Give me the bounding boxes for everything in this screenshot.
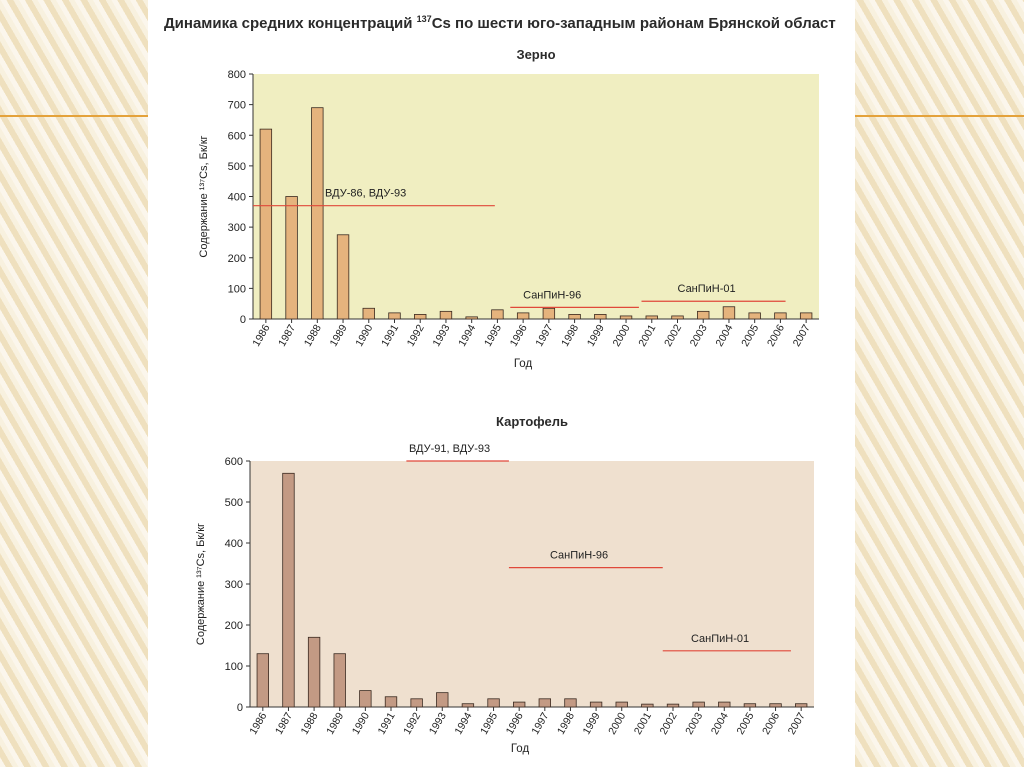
potato-x-tick-label: 2006 [760,710,783,737]
potato-bar [488,699,500,707]
grain-x-tick-label: 1992 [404,322,427,349]
grain-y-tick-label: 200 [227,252,246,265]
grain-bar [414,314,426,319]
slide-title-suffix: Cs по шести юго-западным районам Брянской област [431,15,836,32]
potato-bar [693,702,705,707]
potato-x-tick-label: 2000 [606,710,629,737]
grain-bar [286,197,298,320]
grain-x-tick-label: 1995 [481,322,505,349]
grain-y-tick-label: 100 [227,283,246,296]
grain-x-tick-label: 1993 [430,322,453,349]
potato-bar [565,699,577,707]
potato-bar [719,702,731,707]
grain-bar [440,311,452,319]
grain-x-tick-label: 2004 [713,322,736,349]
grain-bar [260,129,272,319]
potato-x-tick-label: 1994 [452,710,475,737]
potato-bar [795,704,807,707]
potato-x-tick-label: 2005 [734,710,757,737]
potato-bar [360,691,372,707]
grain-bar [723,307,735,319]
grain-norm-label: СанПиН-01 [677,283,736,296]
potato-y-tick-label: 600 [224,456,243,468]
grain-x-tick-label: 2001 [636,322,659,349]
potato-bar [283,473,295,707]
grain-bar [595,314,607,319]
grain-bar [543,308,555,319]
potato-bar [744,704,756,707]
slide-panel [148,0,855,767]
grain-bar [363,308,375,319]
potato-y-tick-label: 0 [236,702,243,714]
grain-x-tick-label: 2005 [739,322,762,349]
potato-bar [385,697,397,707]
grain-x-tick-label: 1994 [456,322,479,349]
grain-y-tick-label: 400 [227,191,246,204]
potato-x-tick-label: 1991 [375,710,398,737]
potato-y-tick-label: 300 [224,579,243,591]
grain-bar [569,314,581,319]
potato-x-tick-label: 2004 [708,710,731,737]
potato-x-tick-label: 1988 [298,710,321,737]
grain-bar [492,310,504,319]
potato-x-tick-label: 1993 [426,710,449,737]
grain-y-tick-label: 600 [227,130,246,143]
grain-bar [749,313,761,319]
potato-x-tick-label: 1997 [529,710,552,737]
grain-bar [312,108,324,319]
potato-x-tick-label: 2002 [657,710,680,737]
grain-x-tick-label: 2002 [662,322,685,349]
potato-norm-label: СанПиН-01 [690,632,750,645]
accent-line-left [0,115,148,117]
slide-title [164,14,836,32]
potato-x-tick-label: 1995 [478,710,501,737]
grain-x-tick-label: 1986 [250,322,273,349]
potato-y-axis-label: Содержание ¹³⁷Cs, Бк/кг [195,522,207,646]
grain-bar [800,313,812,319]
grain-bar [389,313,401,319]
potato-bar [308,637,320,707]
potato-bar [411,699,423,707]
potato-bar [667,704,679,707]
grain-y-tick-label: 800 [227,69,246,81]
potato-bar [437,693,449,707]
grain-y-tick-label: 700 [227,99,246,112]
potato-bar [334,654,346,707]
potato-bar [539,699,551,707]
grain-x-tick-label: 1987 [276,322,299,349]
grain-chart-title: Зерно [516,47,556,62]
potato-bar [257,654,269,707]
grain-norm-label: СанПиН-96 [523,289,582,302]
slide-title-isotope-mass: 137 [416,14,432,24]
potato-norm-label: ВДУ-91, ВДУ-93 [408,443,491,455]
potato-y-tick-label: 500 [224,497,243,509]
grain-bar [775,313,787,319]
potato-x-tick-label: 2001 [631,710,654,737]
potato-y-tick-label: 200 [224,620,243,632]
grain-x-tick-label: 1999 [584,322,607,349]
accent-line-right [855,115,1024,117]
grain-x-axis-label: Год [513,358,533,370]
grain-y-tick-label: 300 [227,222,246,235]
potato-y-tick-label: 400 [224,538,243,550]
grain-y-tick-label: 500 [227,160,246,173]
grain-x-tick-label: 1998 [559,322,582,349]
potato-bar [513,702,525,707]
grain-x-tick-label: 1989 [327,322,350,349]
grain-bar [646,316,658,319]
potato-chart [148,405,855,760]
potato-x-tick-label: 2003 [683,710,706,737]
potato-x-tick-label: 1992 [401,710,424,737]
grain-bar [517,313,529,319]
potato-bar [642,704,654,707]
potato-bar [462,704,474,707]
grain-norm-label: ВДУ-86, ВДУ-93 [325,187,407,200]
grain-x-tick-label: 2006 [764,322,788,349]
grain-x-tick-label: 2007 [790,322,813,349]
potato-x-tick-label: 1990 [349,710,372,737]
grain-y-tick-label: 0 [239,314,246,326]
grain-y-axis-label: Содержание ¹³⁷Cs, Бк/кг [198,135,210,258]
potato-x-tick-label: 1998 [554,710,578,737]
grain-x-tick-label: 2003 [687,322,710,349]
grain-x-tick-label: 1997 [533,322,556,349]
potato-x-tick-label: 1989 [324,710,347,737]
potato-bar [770,704,782,707]
potato-x-tick-label: 2007 [785,710,808,737]
grain-bar [672,316,684,319]
potato-x-tick-label: 1999 [580,710,603,737]
grain-bar [466,317,478,319]
potato-x-tick-label: 1987 [272,710,296,737]
grain-bar [697,311,709,319]
potato-bar [590,702,602,707]
potato-x-tick-label: 1996 [503,710,526,737]
grain-bar [620,316,632,319]
potato-chart-title: Картофель [496,414,568,429]
grain-x-tick-label: 1990 [353,322,376,349]
potato-norm-label: СанПиН-96 [549,549,609,562]
grain-x-tick-label: 1988 [301,322,324,349]
slide-title-prefix: Динамика средних концентраций [164,15,417,32]
grain-chart [148,40,855,380]
potato-x-tick-label: 1986 [247,710,270,737]
grain-bar [337,235,349,319]
grain-x-tick-label: 2000 [610,322,633,349]
grain-x-tick-label: 1991 [379,322,402,349]
potato-bar [616,702,628,707]
grain-x-tick-label: 1996 [507,322,530,349]
potato-x-axis-label: Год [510,743,530,755]
potato-y-tick-label: 100 [224,661,243,673]
